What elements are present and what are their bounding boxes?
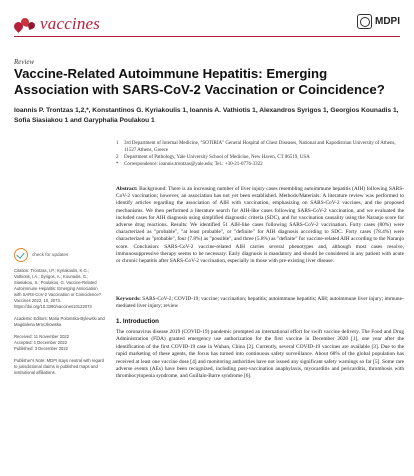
- affiliation-text: 3rd Department of Internal Medicine, "SOTIRIA" General Hospital of Chest Diseases, National and Kapodistrian University of Athens, 11527 Athens, Greece: [124, 141, 396, 153]
- correspondence-text[interactable]: Correspondence: ioannis.trontzas@yale.edu; Tel.: +30-21-0776-3322: [124, 162, 263, 167]
- abstract-text: Background: There is an increasing number of liver injury cases resembling autoimmune hepatitis (AIH) following SARS-CoV-2 vaccination; however, an association has not yet been established. Methods/Materials: A literature review was performed to identify articles regarding the association of AIH with vaccination, emphasizing on SARS-CoV-2 vaccines, and the proposed mechanisms. We then performed a literature search for AIH-like cases following SARS-CoV-2 vaccination, and we evaluated the included cases for AIH diagnosis using simplified diagnostic criteria (SDC), and for vaccination causality using the Naranjo score for adverse drug reactions. Results: We identified 51 AIH-like cases following SARS-CoV-2 vaccination. Forty cases (80%) were characterized as "probable", "at least probable", or "definite" for AIH diagnosis according to SDC. Forty cases (78.4%) were characterized as "probable", four (7.8%) as "possible", and three (5.8%) as "definite" for vaccine-related AIH according to the Naranjo score. Conclusion: SARS-CoV-2 vaccine-related AIH carries several phenotypes and, although most cases resolve, immunosuppressive therapy seems to be necessary. Early diagnosis is mandatory and should be considered in any patient with acute or chronic hepatitis after SARS-CoV-2 vaccination, especially in those with pre-existing liver disease.: [116, 186, 404, 265]
- affiliation-number: 1: [116, 141, 119, 146]
- publisher-logo[interactable]: [357, 14, 400, 29]
- keywords-label: Keywords:: [116, 296, 141, 302]
- academic-editors: Academic Editors: Maria Polomska-Bylewski and Magdalena Mroczkowska: [14, 316, 105, 327]
- affiliations: [116, 140, 402, 168]
- citation-block: Citation: Trontzas, I.P.; Kyriakoulis, K.G.; Vathiotis, I.A.; Syrigos, A.; Kounadis, G.; Siasiakou, S.; Poulakou, G. Vaccine-Related Autoimmune Hepatitis: Emerging Association with SARS-CoV-2 Vaccination or Coincidence? Vaccines 2022, 10, 2073. https://doi.org/10.3390/vaccines10122073: [14, 268, 101, 309]
- header-divider: [14, 36, 400, 37]
- journal-logo[interactable]: [14, 14, 100, 34]
- article-sidebar: [14, 248, 106, 382]
- journal-leaf-icon: [14, 16, 36, 32]
- mdpi-icon: [357, 14, 372, 29]
- keywords: [116, 296, 404, 310]
- check-updates-label: check for updates: [32, 252, 69, 258]
- correspondence: [116, 161, 402, 168]
- affiliation-item: [116, 140, 402, 154]
- author-list: Ioannis P. Trontzas 1,2,*, Konstantinos G. Kyriakoulis 1, Ioannis A. Vathiotis 1, Alexandros Syrigos 1, Georgios Kounadis 1, Sofia Siasiakou 1 and Garyphalia Poulakou 1: [14, 107, 399, 124]
- keywords-text: SARS-CoV-2; COVID-19; vaccine; vaccination; hepatitis; autoimmune hepatitis; AIH; autoimmune liver injury; immune-mediated liver injury; review: [116, 296, 404, 310]
- abstract: [116, 186, 404, 265]
- affiliation-number: *: [116, 162, 119, 167]
- publication-dates: Received: 11 November 2022 Accepted: 1 December 2022 Published: 3 December 2022: [14, 334, 70, 351]
- affiliation-text: Department of Pathology, Yale University School of Medicine, New Haven, CT 06519, USA: [124, 155, 310, 160]
- abstract-label: Abstract:: [116, 186, 138, 192]
- check-updates-badge[interactable]: [14, 248, 106, 262]
- journal-name: vaccines: [40, 14, 101, 33]
- article-type: Review: [14, 58, 35, 66]
- publisher-name: MDPI: [375, 16, 400, 27]
- affiliation-number: 2: [116, 155, 119, 160]
- affiliation-item: [116, 154, 402, 161]
- article-title: Vaccine-Related Autoimmune Hepatitis: Emerging Association with SARS-CoV-2 Vaccination or Coincidence?: [14, 66, 385, 97]
- introduction-text: The coronavirus disease 2019 (COVID-19) pandemic prompted an international effort for swift vaccine delivery. The Food and Drug Administration (FDA) granted emergency use authorization for the first vaccine in December 2020 [1], one year after the identification of the first COVID-19 case in Wuhan, China [2]. Currently, several COVID-19 vaccines are available [3]. Due to the rapid marketing of these agents, the focus has turned into continuous safety surveillance. About 68% of the global population has received at least one vaccine dose [4] and monitoring authorities have not issued any significant safety warnings so far [5]. Some rare adverse events (AEs) have been recognized, including post-vaccination anaphylaxis, myocarditis and pericarditis, thrombosis with thrombocytopenia syndrome, and Guillain-Barre syndrome [6].: [116, 329, 404, 380]
- publisher-note: Publisher's Note: MDPI stays neutral with regard to jurisdictional claims in published maps and institutional affiliations.: [14, 358, 104, 375]
- check-updates-icon: [14, 248, 28, 262]
- journal-header: [0, 0, 414, 44]
- section-heading: 1. Introduction: [116, 318, 159, 325]
